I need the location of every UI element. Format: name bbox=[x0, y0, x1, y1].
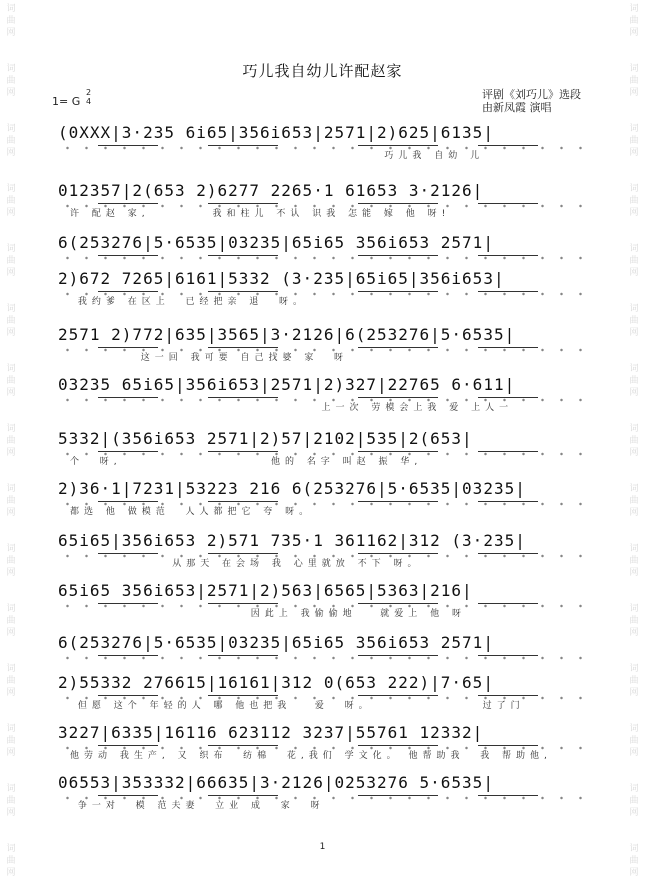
watermark-char: 曲 bbox=[6, 736, 16, 746]
rhythm-beam bbox=[358, 451, 438, 452]
watermark-char: 词 bbox=[629, 424, 639, 434]
rhythm-beam bbox=[208, 255, 278, 256]
rhythm-beam bbox=[208, 291, 278, 292]
watermark-char: 网 bbox=[629, 688, 639, 698]
watermark-char: 网 bbox=[6, 508, 16, 518]
rhythm-beam bbox=[208, 553, 278, 554]
watermark-char: 曲 bbox=[629, 136, 639, 146]
notation-line: 03235 65i65|356i653|2571|2)327|22765 6·611| bbox=[58, 375, 516, 394]
watermark-char: 网 bbox=[6, 148, 16, 158]
rhythm-beam bbox=[208, 203, 278, 204]
rhythm-beam bbox=[208, 695, 278, 696]
rhythm-beam bbox=[478, 291, 538, 292]
rhythm-beam bbox=[478, 603, 538, 604]
watermark-char: 曲 bbox=[629, 616, 639, 626]
score-row bbox=[58, 176, 598, 234]
rhythm-beam bbox=[98, 695, 158, 696]
rhythm-beam bbox=[358, 347, 438, 348]
notation-line: 2)55332 276615|16161|312 0(653 222)|7·65| bbox=[58, 673, 494, 692]
lyrics-line: 巧儿我 自幼 儿 bbox=[70, 151, 485, 161]
watermark-char: 网 bbox=[629, 388, 639, 398]
watermark-char: 网 bbox=[6, 868, 16, 878]
watermark-char: 曲 bbox=[6, 796, 16, 806]
watermark-char: 网 bbox=[629, 268, 639, 278]
rhythm-beam bbox=[98, 203, 158, 204]
rhythm-beam bbox=[208, 603, 278, 604]
rhythm-beam bbox=[98, 347, 158, 348]
watermark-char: 曲 bbox=[629, 796, 639, 806]
watermark-char: 网 bbox=[629, 88, 639, 98]
octave-dots bbox=[58, 656, 598, 660]
rhythm-beam bbox=[358, 655, 438, 656]
watermark-char: 曲 bbox=[629, 676, 639, 686]
rhythm-beam bbox=[478, 795, 538, 796]
watermark-char: 词 bbox=[629, 844, 639, 854]
watermark-char: 词 bbox=[6, 664, 16, 674]
watermark-right bbox=[623, 0, 645, 891]
watermark-char: 曲 bbox=[6, 556, 16, 566]
watermark-char: 词 bbox=[629, 244, 639, 254]
watermark-char: 网 bbox=[6, 208, 16, 218]
lyrics-line: 个 呀, 他的 名字 叫赵 振 华, bbox=[70, 457, 423, 467]
rhythm-beam bbox=[98, 795, 158, 796]
rhythm-beam bbox=[358, 795, 438, 796]
watermark-char: 网 bbox=[629, 868, 639, 878]
rhythm-beam bbox=[98, 501, 158, 502]
rhythm-beam bbox=[98, 603, 158, 604]
rhythm-beam bbox=[358, 291, 438, 292]
watermark-char: 曲 bbox=[629, 556, 639, 566]
rhythm-beam bbox=[208, 347, 278, 348]
watermark-char: 网 bbox=[629, 28, 639, 38]
watermark-char: 词 bbox=[6, 724, 16, 734]
watermark-char: 曲 bbox=[629, 76, 639, 86]
watermark-char: 曲 bbox=[629, 496, 639, 506]
watermark-left bbox=[0, 0, 22, 891]
rhythm-beam bbox=[478, 145, 538, 146]
rhythm-beam bbox=[358, 501, 438, 502]
rhythm-beam bbox=[208, 145, 278, 146]
watermark-char: 词 bbox=[629, 124, 639, 134]
notation-line: 3227|6335|16116 623112 3237|55761 12332| bbox=[58, 723, 484, 742]
watermark-char: 网 bbox=[629, 748, 639, 758]
watermark-char: 词 bbox=[6, 304, 16, 314]
lyrics-line: 从那天 在会场 我 心里就放 不下 呀。 bbox=[70, 559, 422, 569]
time-signature bbox=[86, 88, 91, 106]
watermark-char: 网 bbox=[6, 628, 16, 638]
octave-dots bbox=[58, 256, 598, 260]
score-row bbox=[58, 576, 598, 634]
rhythm-beam bbox=[478, 695, 538, 696]
watermark-char: 曲 bbox=[6, 436, 16, 446]
watermark-char: 词 bbox=[6, 544, 16, 554]
watermark-char: 词 bbox=[629, 64, 639, 74]
notation-line: 2571 2)772|635|3565|3·2126|6(253276|5·6535| bbox=[58, 325, 516, 344]
watermark-char: 网 bbox=[6, 748, 16, 758]
page-number: 1 bbox=[319, 842, 326, 852]
rhythm-beam bbox=[358, 695, 438, 696]
watermark-char: 词 bbox=[6, 784, 16, 794]
rhythm-beam bbox=[358, 745, 438, 746]
score-row bbox=[58, 474, 598, 532]
rhythm-beam bbox=[478, 347, 538, 348]
watermark-char: 词 bbox=[6, 364, 16, 374]
watermark-char: 网 bbox=[6, 568, 16, 578]
notation-line: 65i65 356i653|2571|2)563|6565|5363|216| bbox=[58, 581, 473, 600]
rhythm-beam bbox=[478, 255, 538, 256]
notation-line: 6(253276|5·6535|03235|65i65 356i653 2571| bbox=[58, 633, 494, 652]
watermark-char: 词 bbox=[629, 724, 639, 734]
watermark-char: 曲 bbox=[629, 436, 639, 446]
watermark-char: 曲 bbox=[629, 196, 639, 206]
watermark-char: 词 bbox=[6, 4, 16, 14]
watermark-char: 词 bbox=[6, 484, 16, 494]
watermark-char: 曲 bbox=[6, 256, 16, 266]
watermark-char: 网 bbox=[629, 328, 639, 338]
watermark-char: 词 bbox=[6, 124, 16, 134]
lyrics-line: 许 配赵 家, 我和柱儿 不认 识我 怎能 嫁 他 呀! bbox=[70, 209, 451, 219]
notation-line: (0XXX|3·235 6i65|356i653|2571|2)625|6135| bbox=[58, 123, 494, 142]
watermark-char: 词 bbox=[629, 604, 639, 614]
watermark-char: 网 bbox=[6, 388, 16, 398]
watermark-char: 词 bbox=[629, 4, 639, 14]
lyrics-line: 但愿 这个 年轻的人 哪 他也把我 爱 呀。 过了门 bbox=[70, 701, 525, 711]
score-row bbox=[58, 768, 598, 826]
notation-line: 2)672 7265|6161|5332 (3·235|65i65|356i653| bbox=[58, 269, 505, 288]
notation-line: 012357|2(653 2)6277 2265·1 61653 3·2126| bbox=[58, 181, 484, 200]
lyrics-line: 他劳动 我生产, 又 织布 纺棉 花,我们 学文化。 他帮助我 我 帮助他, bbox=[70, 751, 552, 761]
score-row bbox=[58, 118, 598, 176]
lyrics-line: 都选 他 做模范 人人都把它 夸 呀。 bbox=[70, 507, 314, 517]
watermark-char: 词 bbox=[6, 64, 16, 74]
rhythm-beam bbox=[208, 655, 278, 656]
notation-line: 6(253276|5·6535|03235|65i65 356i653 2571| bbox=[58, 233, 494, 252]
rhythm-beam bbox=[478, 397, 538, 398]
watermark-char: 网 bbox=[6, 448, 16, 458]
watermark-char: 词 bbox=[629, 484, 639, 494]
rhythm-beam bbox=[358, 397, 438, 398]
rhythm-beam bbox=[208, 451, 278, 452]
rhythm-beam bbox=[358, 553, 438, 554]
song-title: 巧儿我自幼儿许配赵家 bbox=[242, 62, 403, 80]
rhythm-beam bbox=[208, 795, 278, 796]
watermark-char: 网 bbox=[6, 808, 16, 818]
watermark-char: 曲 bbox=[6, 76, 16, 86]
watermark-char: 曲 bbox=[6, 136, 16, 146]
lyrics-line: 我约爹 在区上 已经把亲 退 呀。 bbox=[70, 297, 308, 307]
lyrics-line: 争一对 模 范夫妻 立业 成 家 呀 bbox=[70, 801, 325, 811]
lyrics-line: 这一回 我可要 自己找婆 家 呀 bbox=[70, 353, 349, 363]
watermark-char: 网 bbox=[629, 628, 639, 638]
watermark-char: 曲 bbox=[6, 316, 16, 326]
rhythm-beam bbox=[358, 603, 438, 604]
watermark-char: 曲 bbox=[629, 256, 639, 266]
lyrics-line: 上一次 劳模会上我 爱 上人一 bbox=[70, 403, 514, 413]
watermark-char: 网 bbox=[629, 448, 639, 458]
watermark-char: 网 bbox=[629, 148, 639, 158]
rhythm-beam bbox=[98, 451, 158, 452]
score-row bbox=[58, 370, 598, 428]
rhythm-beam bbox=[208, 745, 278, 746]
watermark-char: 词 bbox=[629, 304, 639, 314]
rhythm-beam bbox=[478, 745, 538, 746]
notation-line: 06553|353332|66635|3·2126|0253276 5·6535| bbox=[58, 773, 494, 792]
watermark-char: 曲 bbox=[629, 376, 639, 386]
watermark-char: 网 bbox=[6, 328, 16, 338]
watermark-char: 网 bbox=[6, 268, 16, 278]
watermark-char: 曲 bbox=[6, 616, 16, 626]
watermark-char: 词 bbox=[6, 604, 16, 614]
watermark-char: 词 bbox=[629, 184, 639, 194]
rhythm-beam bbox=[358, 203, 438, 204]
rhythm-beam bbox=[98, 655, 158, 656]
rhythm-beam bbox=[98, 553, 158, 554]
rhythm-beam bbox=[208, 501, 278, 502]
rhythm-beam bbox=[358, 145, 438, 146]
watermark-char: 词 bbox=[6, 184, 16, 194]
rhythm-beam bbox=[98, 745, 158, 746]
rhythm-beam bbox=[478, 501, 538, 502]
watermark-char: 网 bbox=[6, 28, 16, 38]
rhythm-beam bbox=[358, 255, 438, 256]
watermark-char: 词 bbox=[6, 844, 16, 854]
rhythm-beam bbox=[478, 451, 538, 452]
watermark-char: 曲 bbox=[6, 376, 16, 386]
watermark-char: 词 bbox=[629, 784, 639, 794]
watermark-char: 曲 bbox=[6, 856, 16, 866]
rhythm-beam bbox=[478, 203, 538, 204]
watermark-char: 曲 bbox=[6, 676, 16, 686]
watermark-char: 词 bbox=[629, 664, 639, 674]
notation-line: 2)36·1|7231|53223 216 6(253276|5·6535|03235| bbox=[58, 479, 526, 498]
rhythm-beam bbox=[208, 397, 278, 398]
rhythm-beam bbox=[98, 291, 158, 292]
meter-bottom: 4 bbox=[86, 97, 92, 106]
rhythm-beam bbox=[98, 397, 158, 398]
watermark-char: 词 bbox=[6, 244, 16, 254]
watermark-char: 词 bbox=[629, 544, 639, 554]
watermark-char: 网 bbox=[629, 508, 639, 518]
key-signature: 1= G bbox=[52, 95, 81, 108]
watermark-char: 曲 bbox=[629, 16, 639, 26]
watermark-char: 词 bbox=[629, 364, 639, 374]
watermark-char: 词 bbox=[6, 424, 16, 434]
watermark-char: 网 bbox=[629, 808, 639, 818]
watermark-char: 曲 bbox=[6, 196, 16, 206]
watermark-char: 网 bbox=[6, 88, 16, 98]
meter-top: 2 bbox=[86, 88, 92, 97]
notation-line: 65i65|356i653 2)571 735·1 361162|312 (3·235| bbox=[58, 531, 526, 550]
credit-performer: 由新凤霞 演唱 bbox=[482, 101, 552, 114]
rhythm-beam bbox=[98, 145, 158, 146]
watermark-char: 网 bbox=[629, 568, 639, 578]
watermark-char: 网 bbox=[629, 208, 639, 218]
score-row bbox=[58, 264, 598, 322]
watermark-char: 曲 bbox=[629, 316, 639, 326]
lyrics-line: 因此上 我偷偷地 就爱上 他 呀 bbox=[70, 609, 466, 619]
watermark-char: 曲 bbox=[629, 736, 639, 746]
credit-source: 评剧《刘巧儿》选段 bbox=[482, 88, 581, 101]
watermark-char: 曲 bbox=[6, 16, 16, 26]
notation-line: 5332|(356i653 2571|2)57|2102|535|2(653| bbox=[58, 429, 473, 448]
rhythm-beam bbox=[98, 255, 158, 256]
watermark-char: 网 bbox=[6, 688, 16, 698]
watermark-char: 曲 bbox=[629, 856, 639, 866]
rhythm-beam bbox=[478, 553, 538, 554]
watermark-char: 曲 bbox=[6, 496, 16, 506]
rhythm-beam bbox=[478, 655, 538, 656]
